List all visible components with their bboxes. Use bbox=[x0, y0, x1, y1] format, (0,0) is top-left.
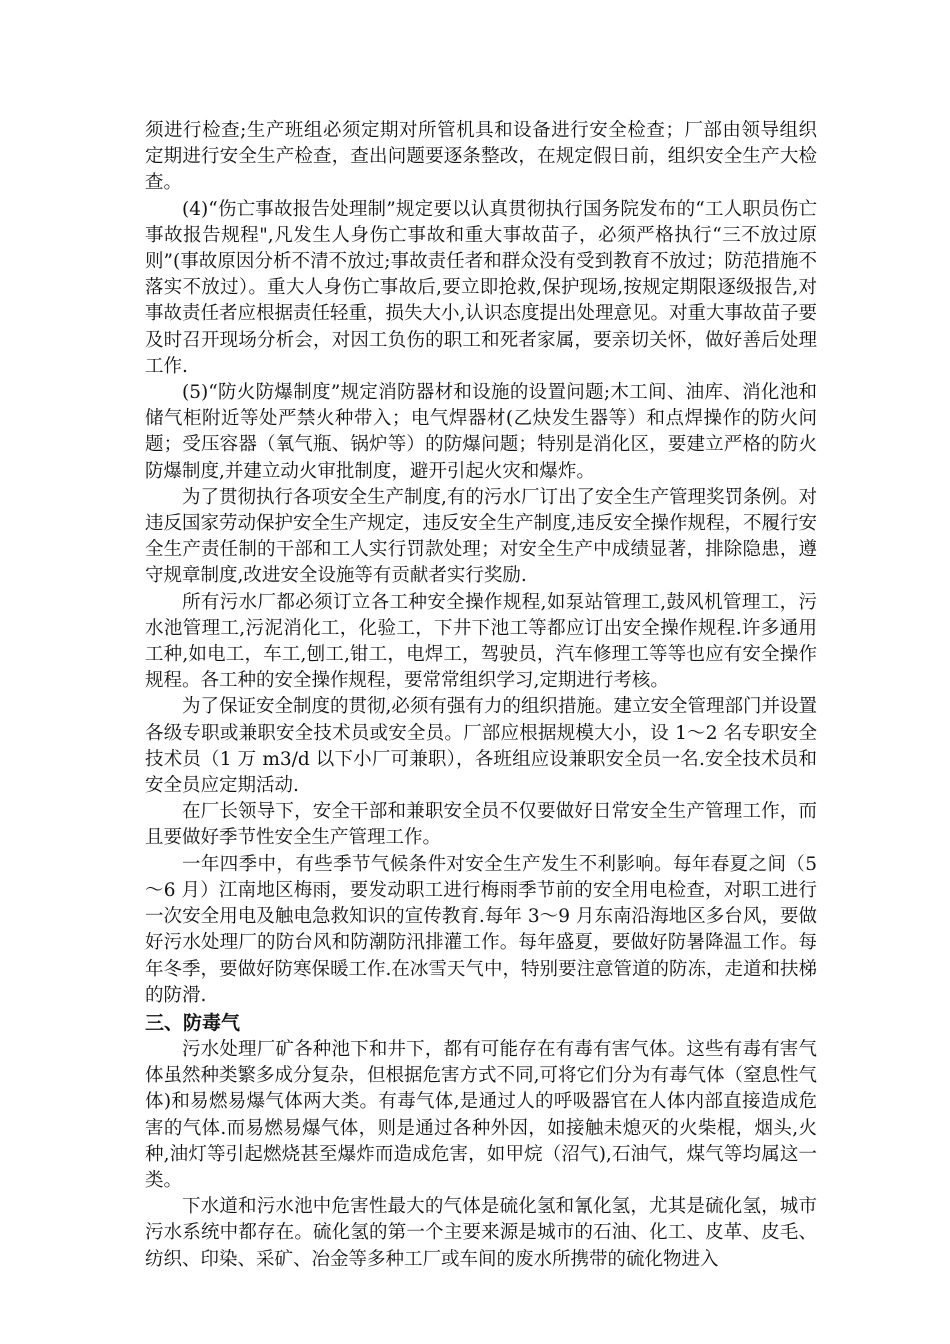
paragraph-inspection-end: 须进行检查;生产班组必须定期对所管机具和设备进行安全检查；厂部由领导组织定期进行安全生产检查，查出问题要逐条整改，在规定假日前，组织安全生产大检查。 bbox=[145, 120, 817, 194]
paragraph-organization: 为了保证安全制度的贯彻,必须有强有力的组织措施。建立安全管理部门并设置各级专职或兼职安全技术员或安全员。厂部应根据规模大小，设 1～2 名专职安全技术员（1 万 m3/d 以下小厂可兼职），各班组应设兼职安全员一名.安全技术员和安全员应定期活动. bbox=[145, 696, 817, 797]
paragraph-toxic-gases: 污水处理厂矿各种池下和井下，都有可能存在有毒有害气体。这些有毒有害气体虽然种类繁多成分复杂，但根据危害方式不同,可将它们分为有毒气体（窒息性气体)和易燃易爆气体两大类。有毒气体,是通过人的呼吸器官在人体内部直接造成危害的气体.而易燃易爆气体，则是通过各种外因，如接触未熄灭的火柴棍，烟头,火种,油灯等引起燃烧甚至爆炸而造成危害，如甲烷（沼气),石油气，煤气等均属这一类。 bbox=[145, 1038, 817, 1191]
paragraph-reward-penalty: 为了贯彻执行各项安全生产制度,有的污水厂订出了安全生产管理奖罚条例。对违反国家劳动保护安全生产规定，违反安全生产制度,违反安全操作规程，不履行安全生产责任制的干部和工人实行罚款处理；对安全生产中成绩显著，排除隐患，遵守规章制度,改进安全设施等有贡献者实行奖励. bbox=[145, 486, 817, 587]
section-heading: 三、防毒气 bbox=[145, 1011, 241, 1034]
document-page bbox=[145, 118, 817, 1273]
paragraph-seasonal-weather: 一年四季中，有些季节气候条件对安全生产发生不利影响。每年春夏之间（5～6 月）江南地区梅雨，要发动职工进行梅雨季节前的安全用电检查，对职工进行一次安全用电及触电急救知识的宣传教育.每年 3～9 月东南沿海地区多台风，要做好污水处理厂的防台风和防潮防汛排灌工作。每年盛夏，要做好防暑降温工作。每年冬季，要做好防寒保暖工作.在冰雪天气中，特别要注意管道的防冻，走道和扶梯的防滑. bbox=[145, 853, 817, 1006]
paragraph-operating-rules: 所有污水厂都必须订立各工种安全操作规程,如泵站管理工,鼓风机管理工，污水池管理工,污泥消化工，化验工，下井下池工等都应订出安全操作规程.许多通用工种,如电工，车工,刨工,钳工，电焊工，驾驶员，汽车修理工等等也应有安全操作规程。各工种的安全操作规程，要常常组织学习,定期进行考核。 bbox=[145, 591, 817, 692]
paragraph-fire-explosion: (5)“防火防爆制度”规定消防器材和设施的设置问题;木工间、油库、消化池和储气柜附近等处严禁火种带入；电气焊器材(乙炔发生器等）和点焊操作的防火问题；受压容器（氧气瓶、锅炉等）的防爆问题；特别是消化区，要建立严格的防火防爆制度,并建立动火审批制度，避开引起火灾和爆炸。 bbox=[145, 382, 817, 482]
paragraph-hydrogen-sulfide: 下水道和污水池中危害性最大的气体是硫化氢和氰化氢，尤其是硫化氢，城市污水系统中都存在。硫化氢的第一个主要来源是城市的石油、化工、皮革、皮毛、纺织、印染、采矿、冶金等多种工厂或车间的废水所携带的硫化物进入 bbox=[145, 1196, 817, 1270]
paragraph-accident-report: (4)“伤亡事故报告处理制”规定要以认真贯彻执行国务院发布的“工人职员伤亡事故报告规程",凡发生人身伤亡事故和重大事故苗子，必须严格执行“三不放过原则”(事故原因分析不清不放过;事故责任者和群众没有受到教育不放过；防范措施不落实不放过）。重大人身伤亡事故后,要立即抢救,保护现场,按规定期限逐级报告,对事故责任者应根据责任轻重，损失大小,认识态度提出处理意见。对重大事故苗子要及时召开现场分析会，对因工负伤的职工和死者家属，要亲切关怀，做好善后处理工作. bbox=[145, 198, 817, 377]
paragraph-seasonal-management: 在厂长领导下，安全干部和兼职安全员不仅要做好日常安全生产管理工作，而且要做好季节性安全生产管理工作。 bbox=[145, 801, 817, 849]
